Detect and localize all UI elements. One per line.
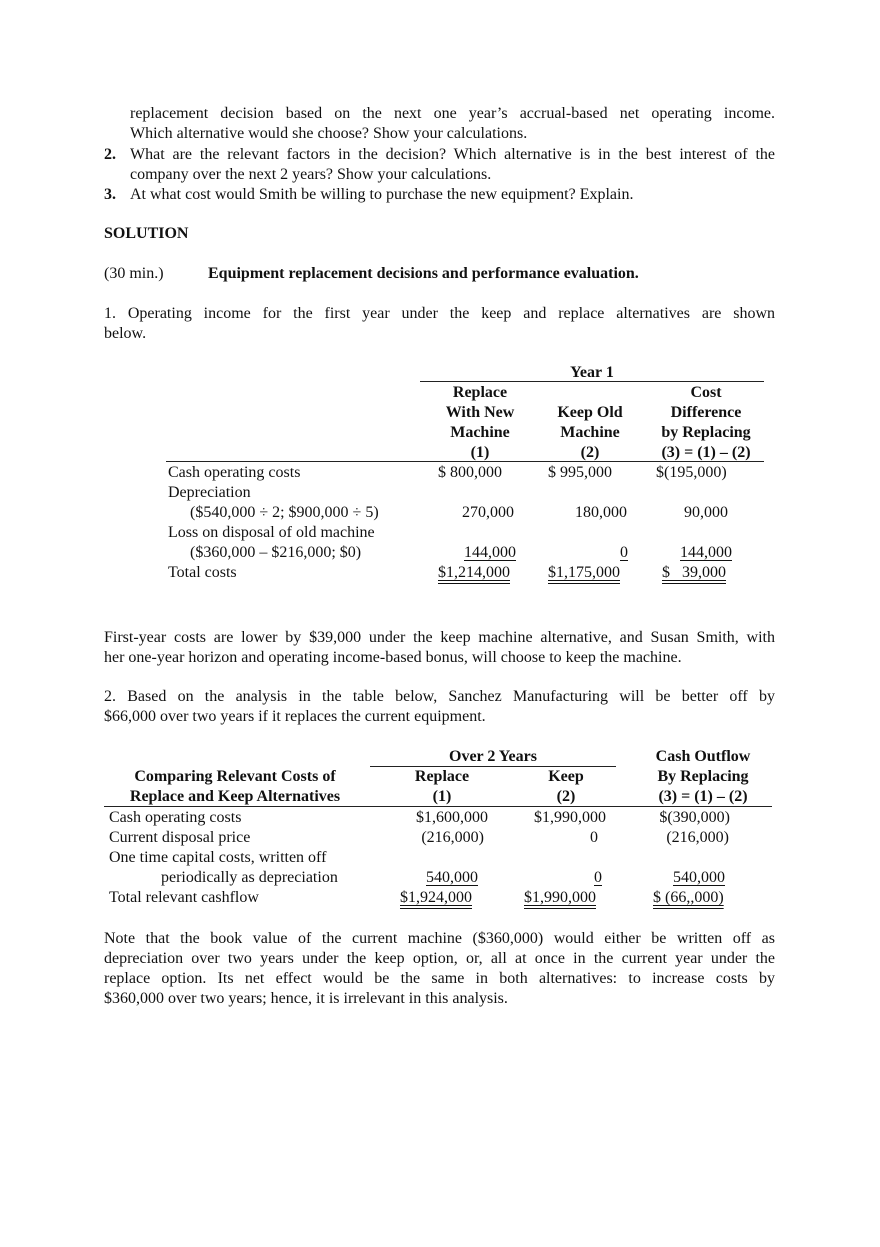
table2-cell: $1,924,000 bbox=[400, 889, 472, 906]
table2-cell: $ (66,,000) bbox=[653, 889, 724, 906]
table2-group-header: Over 2 Years bbox=[449, 748, 537, 765]
table2-label-h1: Comparing Relevant Costs of bbox=[134, 768, 336, 785]
p2-line1: 2. Based on the analysis in the table below, Sanchez Manufacturing will be better off by bbox=[104, 688, 775, 705]
table1-cell: $1,175,000 bbox=[548, 564, 620, 581]
table1-col1-h3: Machine bbox=[450, 424, 510, 441]
table1-col1-h4: (1) bbox=[470, 444, 490, 461]
table1-cell: $ 39,000 bbox=[662, 564, 726, 581]
table2-cell: $1,990,000 bbox=[534, 809, 606, 826]
table2-cell: 540,000 bbox=[673, 869, 725, 886]
table1-group-rule bbox=[420, 381, 764, 382]
table2-cell: $(390,000) bbox=[659, 809, 730, 826]
table2-cell: $1,600,000 bbox=[416, 809, 488, 826]
table1-cell: $1,214,000 bbox=[438, 564, 510, 581]
table2-cell: $1,990,000 bbox=[524, 889, 596, 906]
table2-row-label: Cash operating costs bbox=[109, 809, 242, 826]
p1-line2: below. bbox=[104, 325, 147, 342]
table1-col3-h2: Difference bbox=[670, 404, 742, 421]
table1-col3-h1: Cost bbox=[690, 384, 722, 401]
table2-header-rule bbox=[104, 806, 772, 807]
solution-heading: SOLUTION bbox=[104, 225, 189, 242]
table1-row-label: Loss on disposal of old machine bbox=[168, 524, 375, 541]
note-line1: Note that the book value of the current machine ($360,000) would either be written off as bbox=[104, 930, 775, 947]
q2-line1: What are the relevant factors in the decision? Which alternative is in the best interest of the bbox=[130, 146, 775, 163]
solution-topic: Equipment replacement decisions and performance evaluation. bbox=[208, 265, 639, 282]
table2-row-label: periodically as depreciation bbox=[161, 869, 338, 886]
table2-col3-h2: By Replacing bbox=[657, 768, 749, 785]
table1-col2-h1: Keep Old bbox=[557, 404, 623, 421]
q2-number: 2. bbox=[104, 146, 116, 163]
table1-cell: $ 800,000 bbox=[438, 464, 502, 481]
table1-col1-h2: With New bbox=[445, 404, 515, 421]
table2-col3-h1: Cash Outflow bbox=[655, 748, 751, 765]
table2-cell: 0 bbox=[594, 869, 602, 886]
table2-row-label: One time capital costs, written off bbox=[109, 849, 327, 866]
table1-cell: 0 bbox=[620, 544, 628, 561]
table1-row-label: Total costs bbox=[168, 564, 237, 581]
p1-line1: 1. Operating income for the first year under the keep and replace alternatives are shown bbox=[104, 305, 775, 322]
table1-group-header: Year 1 bbox=[570, 364, 614, 381]
table1-cell: 144,000 bbox=[680, 544, 732, 561]
table1-cell: 270,000 bbox=[462, 504, 514, 521]
table1-col1-h1: Replace bbox=[452, 384, 508, 401]
table1-row-label: Depreciation bbox=[168, 484, 251, 501]
note-line4: $360,000 over two years; hence, it is irrelevant in this analysis. bbox=[104, 990, 508, 1007]
table1-cell: 144,000 bbox=[464, 544, 516, 561]
table2-col3-h3: (3) = (1) – (2) bbox=[658, 788, 748, 805]
table1-col2-h2: Machine bbox=[560, 424, 620, 441]
q2-line2: company over the next 2 years? Show your calculations. bbox=[130, 166, 492, 183]
table1-cell: 90,000 bbox=[684, 504, 728, 521]
q1-continuation-line2: Which alternative would she choose? Show your calculations. bbox=[130, 125, 528, 142]
p2-line2: $66,000 over two years if it replaces the current equipment. bbox=[104, 708, 486, 725]
table2-col2-h2: (2) bbox=[556, 788, 576, 805]
table2-label-h2: Replace and Keep Alternatives bbox=[129, 788, 341, 805]
table1-col3-h4: (3) = (1) – (2) bbox=[661, 444, 751, 461]
table2-row-label: Current disposal price bbox=[109, 829, 251, 846]
table1-col2-h3: (2) bbox=[580, 444, 600, 461]
q1-continuation-line1: replacement decision based on the next one year’s accrual-based net operating income. bbox=[130, 105, 775, 122]
table2-cell: 540,000 bbox=[426, 869, 478, 886]
table2-cell: (216,000) bbox=[421, 829, 484, 846]
table1-row-label: Cash operating costs bbox=[168, 464, 301, 481]
table2-col2-h1: Keep bbox=[548, 768, 584, 785]
table1-cell: $(195,000) bbox=[656, 464, 727, 481]
table2-cell: (216,000) bbox=[666, 829, 729, 846]
q3-line1: At what cost would Smith be willing to purchase the new equipment? Explain. bbox=[130, 186, 634, 203]
note-line3: replace option. Its net effect would be the same in both alternatives: to increase costs by bbox=[104, 970, 775, 987]
firstyear-line1: First-year costs are lower by $39,000 under the keep machine alternative, and Susan Smith, with bbox=[104, 629, 775, 646]
table2-col1-h1: Replace bbox=[414, 768, 470, 785]
table1-header-rule bbox=[166, 461, 764, 462]
table1-cell: $ 995,000 bbox=[548, 464, 612, 481]
table1-cell: 180,000 bbox=[575, 504, 627, 521]
q3-number: 3. bbox=[104, 186, 116, 203]
firstyear-line2: her one-year horizon and operating income-based bonus, will choose to keep the machine. bbox=[104, 649, 682, 666]
table1-row-label: ($360,000 – $216,000; $0) bbox=[190, 544, 362, 561]
table2-row-label: Total relevant cashflow bbox=[109, 889, 259, 906]
table2-col1-h2: (1) bbox=[432, 788, 452, 805]
table2-cell: 0 bbox=[590, 829, 598, 846]
note-line2: depreciation over two years under the keep option, or, all at once in the current year under the bbox=[104, 950, 775, 967]
solution-time: (30 min.) bbox=[104, 265, 164, 282]
table1-row-label: ($540,000 ÷ 2; $900,000 ÷ 5) bbox=[190, 504, 379, 521]
table1-col3-h3: by Replacing bbox=[661, 424, 751, 441]
